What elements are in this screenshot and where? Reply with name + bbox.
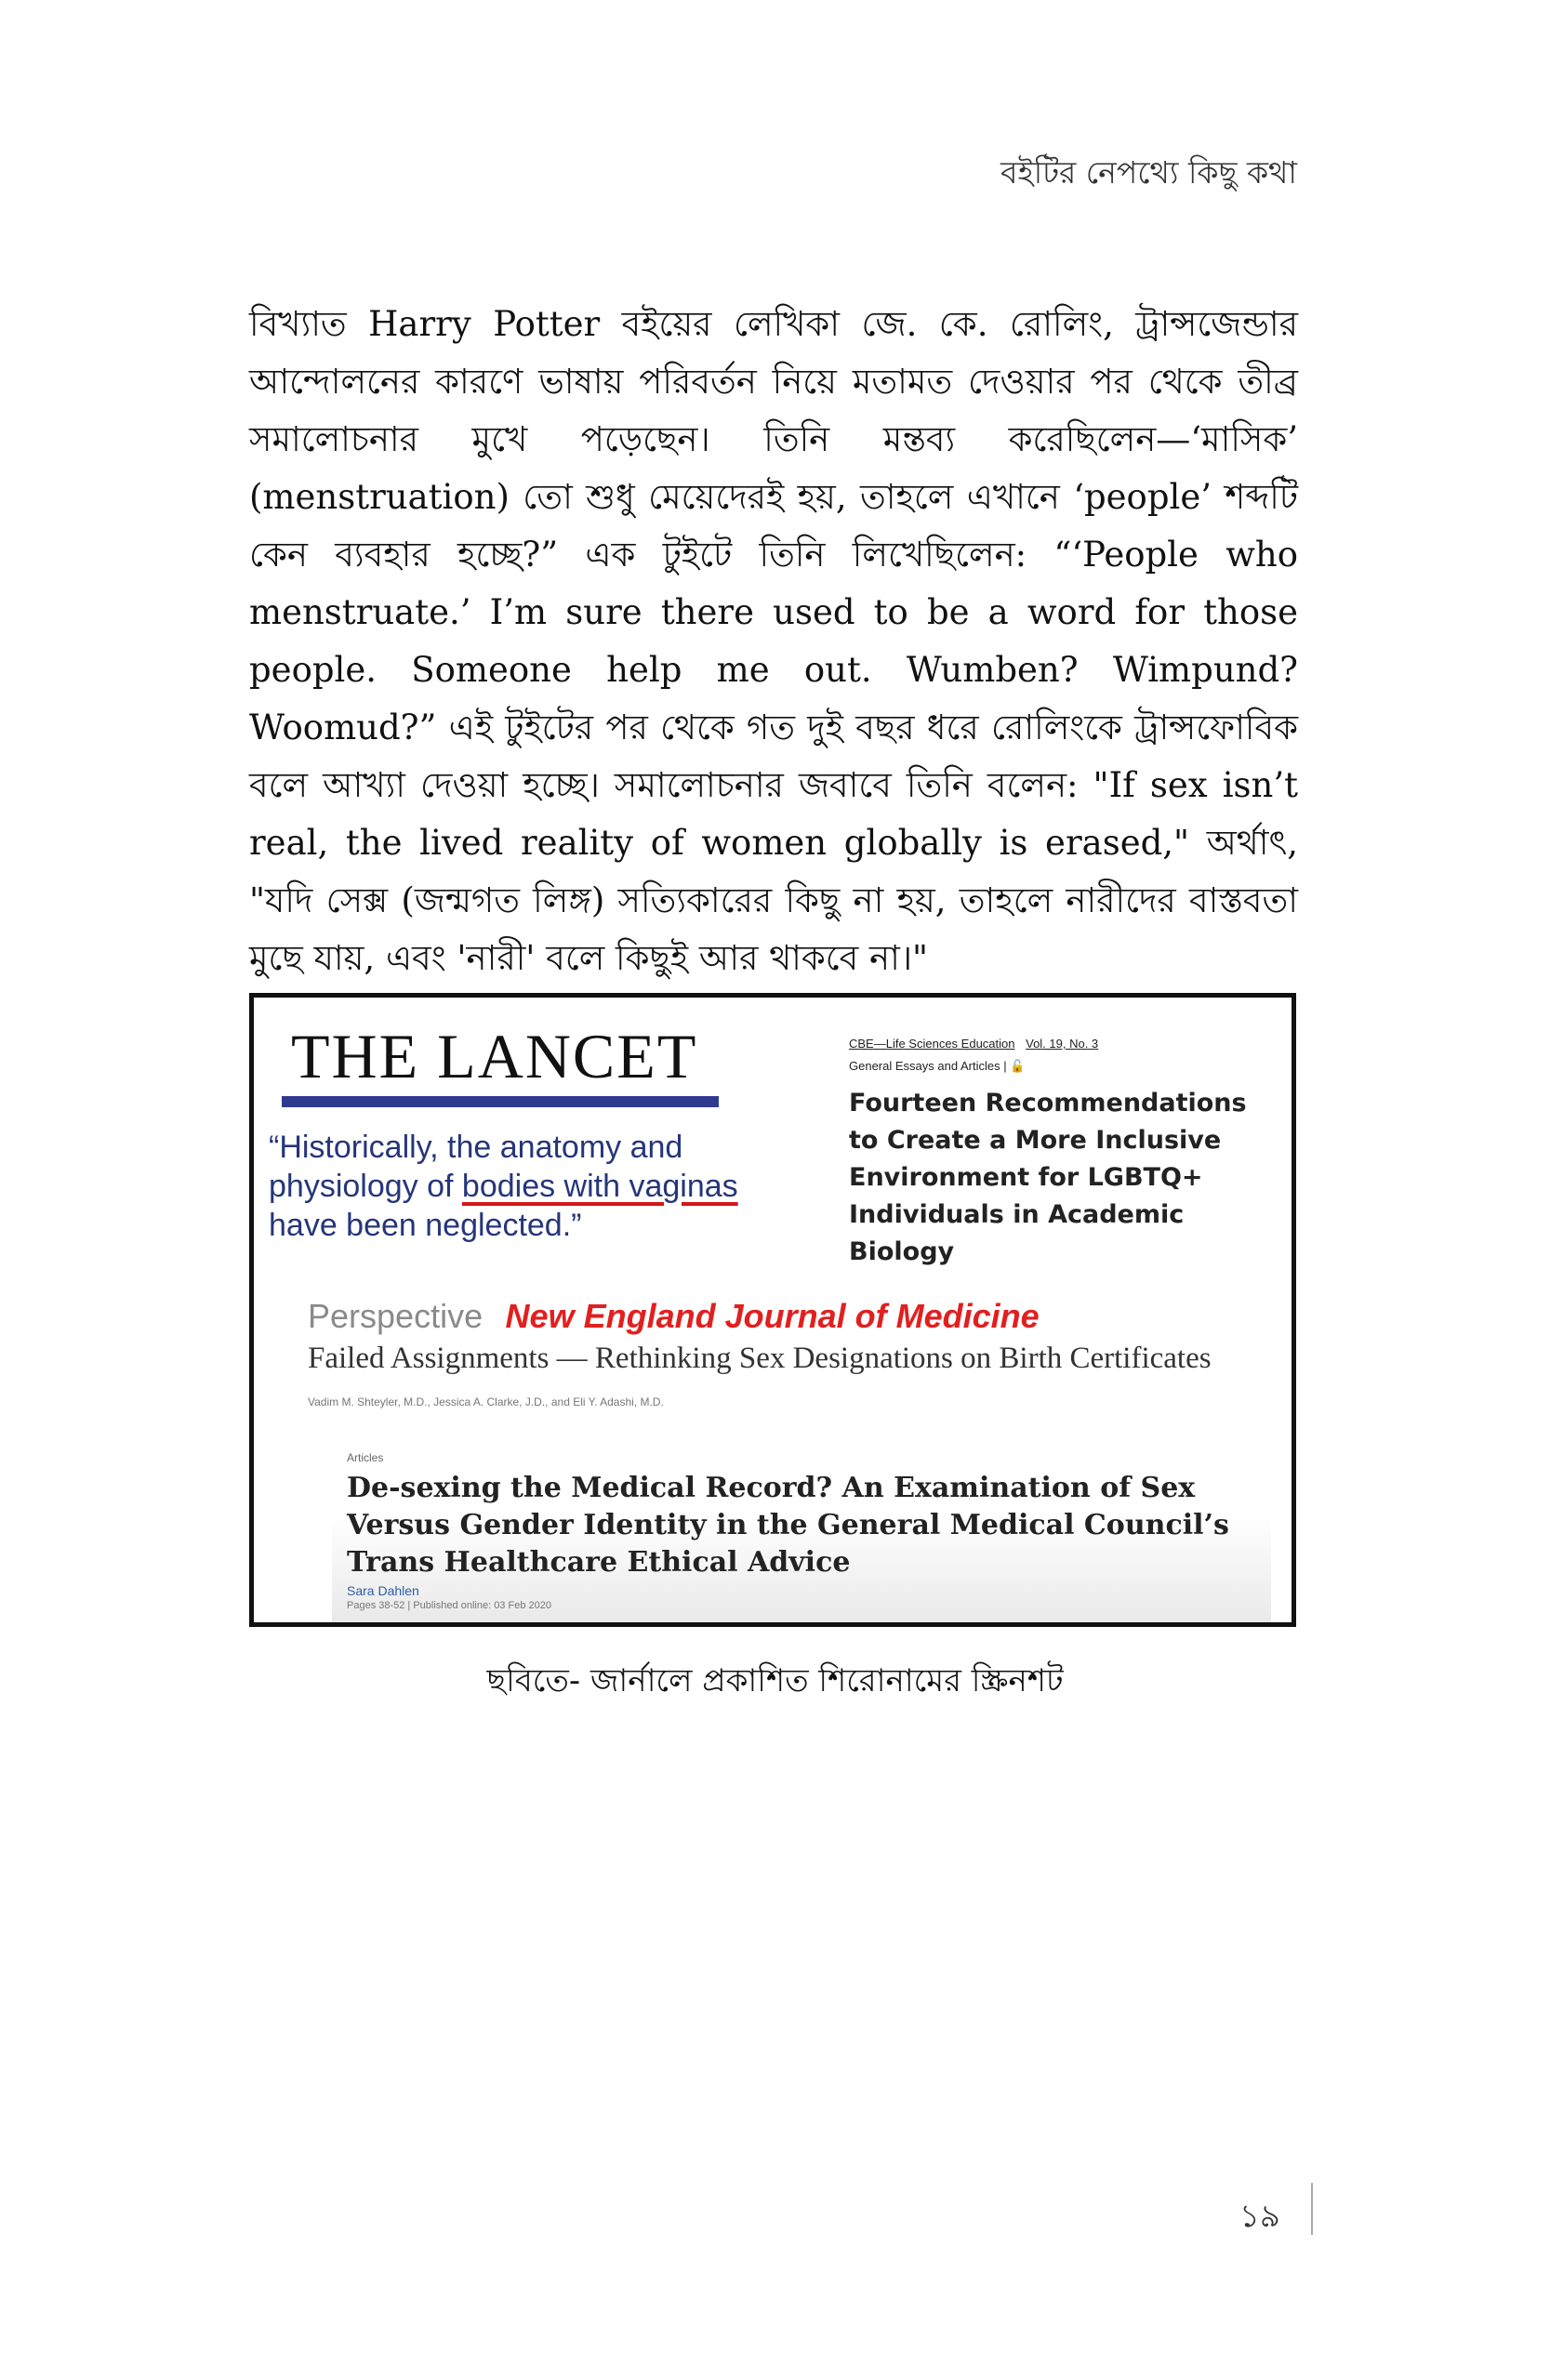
lancet-quote-start: “Historically, the anatomy and physiology of <box>269 1130 683 1204</box>
body-paragraph: বিখ্যাত Harry Potter বইয়ের লেখিকা জে. কে. রোলিং, ট্রান্সজেন্ডার আন্দোলনের কারণে ভাষায় পরিবর্তন নিয়ে মতামত দেওয়ার পর থেকে তীব্র সমালোচনার মুখে পড়েছেন। তিনি মন্তব্য করেছিলেন—‘মাসিক’ (menstruation) তো শুধু মেয়েদেরই হয়, তাহলে এখানে ‘people’ শব্দটি কেন ব্যবহার হচ্ছে?” এক টুইটে তিনি লিখেছিলেন: “‘People who menstruate.’ I’m sure there used to be a word for those people. Someone help me out. Wumben? Wimpund? Woomud?” এই টুইটের পর থেকে গত দুই বছর ধরে রোলিংকে ট্রান্সফোবিক বলে আখ্যা দেওয়া হচ্ছে। সমালোচনার জবাবে তিনি বলেন: "If sex isn’t real, the lived reality of women globally is erased," অর্থাৎ, "যদি সেক্স (জন্মগত লিঙ্গ) সত্যিকারের কিছু না হয়, তাহলে নারীদের বাস্তবতা মুছে যায়, এবং 'নারী' বলে কিছুই আর থাকবে না।" <box>249 304 1298 978</box>
nejm-article-title: Failed Assignments — Rethinking Sex Designations on Birth Certificates <box>308 1342 1212 1375</box>
lancet-masthead-bar <box>282 1096 719 1107</box>
lancet-masthead: THE LANCET <box>291 1021 698 1091</box>
cbe-journal-link: CBE—Life Sciences Education <box>849 1037 1015 1051</box>
cbe-article-title: Fourteen Recommendations to Create a More Inclusive Environment for LGBTQ+ Individuals in Academic Biology <box>849 1089 1247 1266</box>
journal-screenshot-figure <box>249 993 1296 1627</box>
nejm-journal-name: New England Journal of Medicine <box>505 1297 1040 1335</box>
nejm-perspective-label: Perspective <box>308 1297 484 1335</box>
lock-icon: 🔓 <box>1010 1059 1026 1073</box>
article-title: De-sexing the Medical Record? An Examination of Sex Versus Gender Identity in the General Medical Council’s Trans Healthcare Ethical Advice <box>347 1472 1229 1579</box>
cbe-volume-link: Vol. 19, No. 3 <box>1026 1037 1099 1051</box>
nejm-authors: Vadim M. Shteyler, M.D., Jessica A. Clarke, J.D., and Eli Y. Adashi, M.D. <box>308 1395 664 1408</box>
article-type-label: Articles <box>347 1451 384 1464</box>
body-text <box>249 296 1298 987</box>
nejm-header <box>308 1297 1040 1336</box>
page-number: ১৯ <box>1239 2198 1280 2235</box>
page-number-rule <box>1311 2183 1313 2235</box>
lancet-quote <box>269 1128 771 1245</box>
cbe-meta <box>849 1033 1258 1078</box>
lancet-quote-end: have been neglected.” <box>269 1208 582 1243</box>
article-pub-info: Pages 38-52 | Published online: 03 Feb 2020 <box>347 1600 551 1611</box>
cbe-section: General Essays and Articles | <box>849 1059 1007 1073</box>
article-author: Sara Dahlen <box>347 1583 419 1598</box>
lancet-quote-highlight: bodies with vaginas <box>461 1169 738 1204</box>
figure-caption: ছবিতে- জার্নালে প্রকাশিত শিরোনামের স্ক্রিনশট <box>486 1662 1064 1699</box>
tandf-article <box>332 1444 1271 1622</box>
running-header: বইটির নেপথ্যে কিছু কথা <box>1000 154 1297 191</box>
